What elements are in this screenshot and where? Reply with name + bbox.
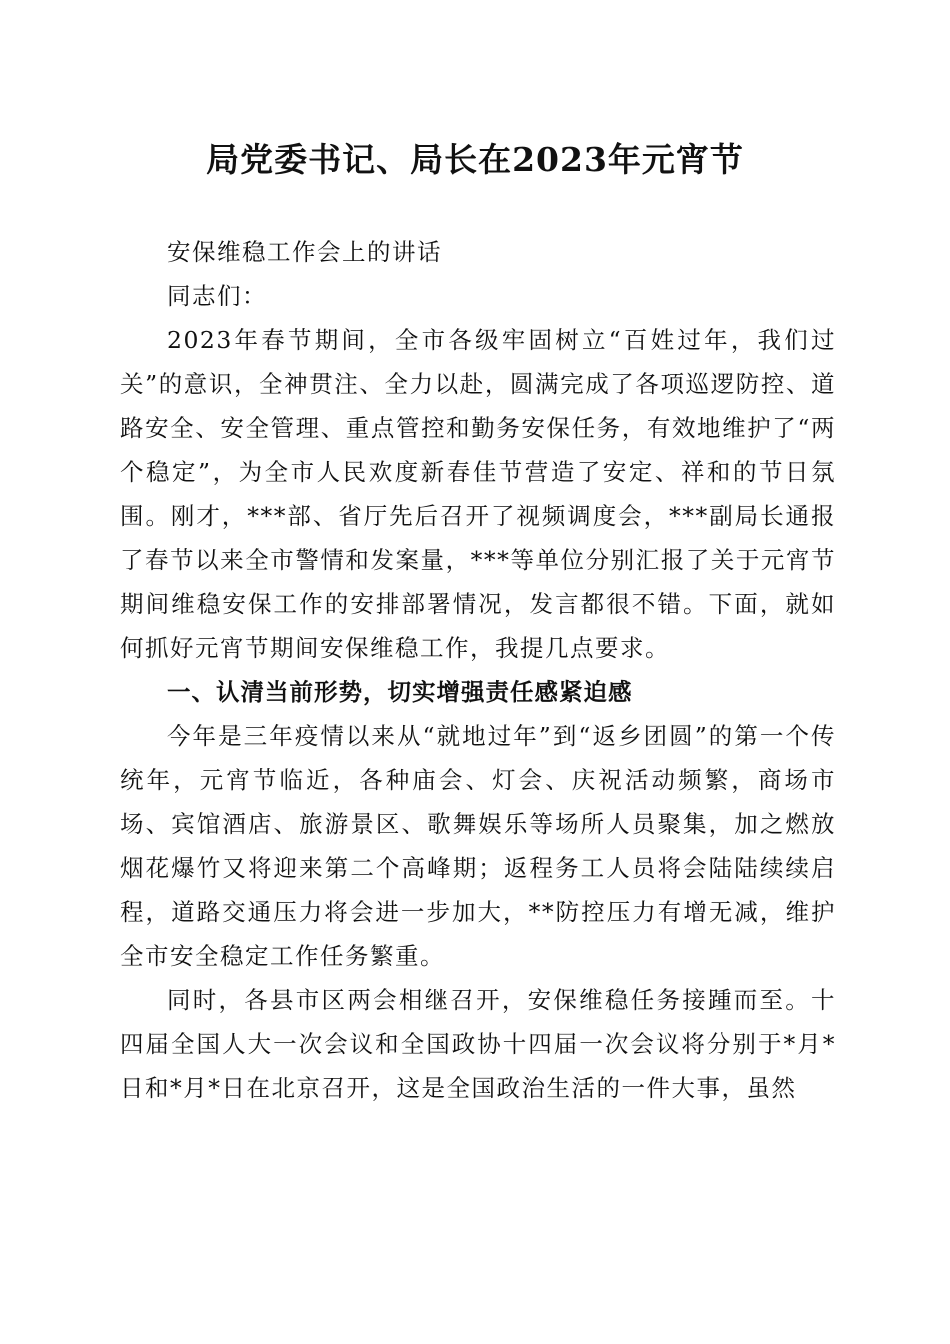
section-paragraph: 同时，各县市区两会相继召开，安保维稳任务接踵而至。十四届全国人大一次会议和全国政协十四届一次会议将分别于*月*日和*月*日在北京召开，这是全国政治生活的一件大事，虽然 bbox=[120, 986, 836, 1102]
section-paragraph: 今年是三年疫情以来从“就地过年”到“返乡团圆”的第一个传统年，元宵节临近，各种庙会、灯会、庆祝活动频繁，商场市场、宾馆酒店、旅游景区、歌舞娱乐等场所人员聚集，加之燃放烟花爆竹又将迎来第二个高峰期；返程务工人员将会陆陆续续启程，道路交通压力将会进一步加大，**防控压力有增无减，维护全市安全稳定工作任务繁重。 bbox=[120, 722, 836, 970]
intro-paragraph: 2023年春节期间，全市各级牢固树立“百姓过年，我们过关”的意识，全神贯注、全力以赴，圆满完成了各项巡逻防控、道路安全、安全管理、重点管控和勤务安保任务，有效地维护了“两个稳定”，为全市人民欢度新春佳节营造了安定、祥和的节日氛围。刚才，***部、省厅先后召开了视频调度会，***副局长通报了春节以来全市警情和发案量，***等单位分别汇报了关于元宵节期间维稳安保工作的安排部署情况，发言都很不错。下面，就如何抓好元宵节期间安保维稳工作，我提几点要求。 bbox=[120, 326, 836, 662]
document-title: 局党委书记、局长在2023年元宵节 bbox=[206, 140, 744, 179]
section-heading: 一、认清当前形势，切实增强责任感紧迫感 bbox=[167, 678, 633, 706]
document-body bbox=[120, 230, 836, 1110]
document-subtitle: 安保维稳工作会上的讲话 bbox=[167, 238, 442, 266]
salutation: 同志们： bbox=[167, 282, 267, 310]
